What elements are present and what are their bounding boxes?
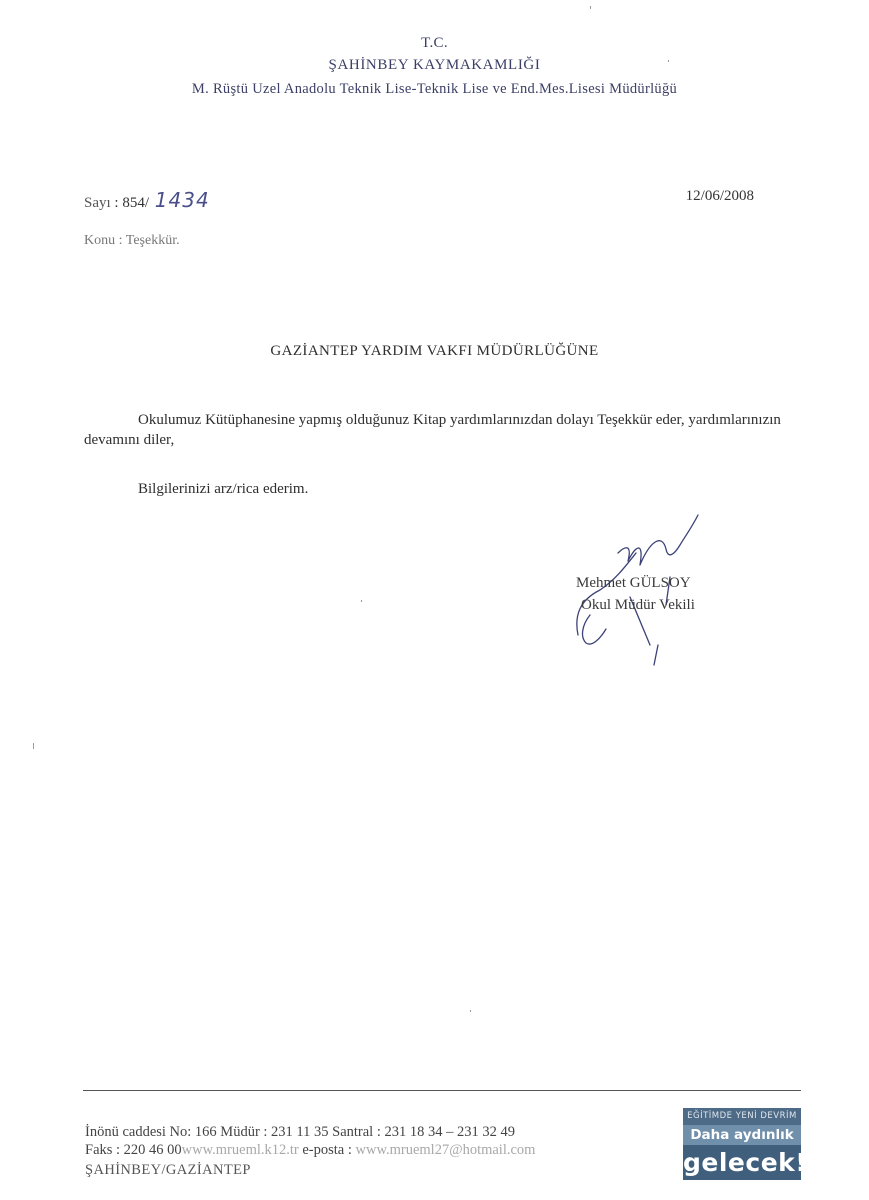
subject-line: Konu : Teşekkür.	[84, 233, 180, 248]
header-school: M. Rüştü Uzel Anadolu Teknik Lise-Teknik Lise ve End.Mes.Lisesi Müdürlüğü	[191, 81, 678, 97]
sayi-label: Sayı	[84, 195, 111, 211]
footer-address: İnönü caddesi No: 166 Müdür : 231 11 35 Santral : 231 18 34 – 231 32 49	[85, 1124, 515, 1140]
footer-contact	[85, 1142, 535, 1159]
addressee: GAZİANTEP YARDIM VAKFI MÜDÜRLÜĞÜNE	[270, 343, 599, 359]
sayi-handwritten: 1434	[154, 188, 210, 212]
footer-website-link[interactable]: www.mrueml.k12.tr	[181, 1142, 299, 1158]
scan-speck	[668, 60, 669, 62]
logo-mid-text: Daha aydınlık	[683, 1125, 801, 1145]
scan-speck	[33, 743, 34, 749]
footer-city: ŞAHİNBEY/GAZİANTEP	[85, 1162, 251, 1178]
logo-main-text: gelecek!	[683, 1145, 801, 1180]
campaign-logo	[683, 1108, 808, 1180]
header-tc: T.C.	[421, 35, 448, 51]
letter-date: 12/06/2008	[685, 188, 754, 204]
footer-divider	[83, 1090, 801, 1091]
signatory-title: Okul Müdür Vekili	[581, 597, 695, 613]
header-kaymakamlik: ŞAHİNBEY KAYMAKAMLIĞI	[328, 57, 541, 73]
signatory-name: Mehmet GÜLSOY	[576, 575, 691, 591]
footer-email-link[interactable]: www.mrueml27@hotmail.com	[355, 1142, 536, 1158]
sayi-value: : 854/	[114, 195, 150, 211]
scan-speck	[470, 1010, 471, 1012]
scan-speck	[590, 6, 591, 9]
closing-line: Bilgilerinizi arz/rica ederim.	[138, 481, 309, 497]
reference-number	[84, 188, 210, 212]
body-paragraph: Okulumuz Kütüphanesine yapmış olduğunuz Kitap yardımlarınızdan dolayı Teşekkür eder, yardımlarınızın devamını diler,	[84, 412, 781, 448]
logo-top-text: EĞİTİMDE YENİ DEVRİM	[683, 1108, 801, 1125]
footer-email-label: e-posta :	[298, 1142, 356, 1158]
scan-speck	[361, 600, 362, 602]
footer-fax: Faks : 220 46 00	[85, 1142, 182, 1158]
